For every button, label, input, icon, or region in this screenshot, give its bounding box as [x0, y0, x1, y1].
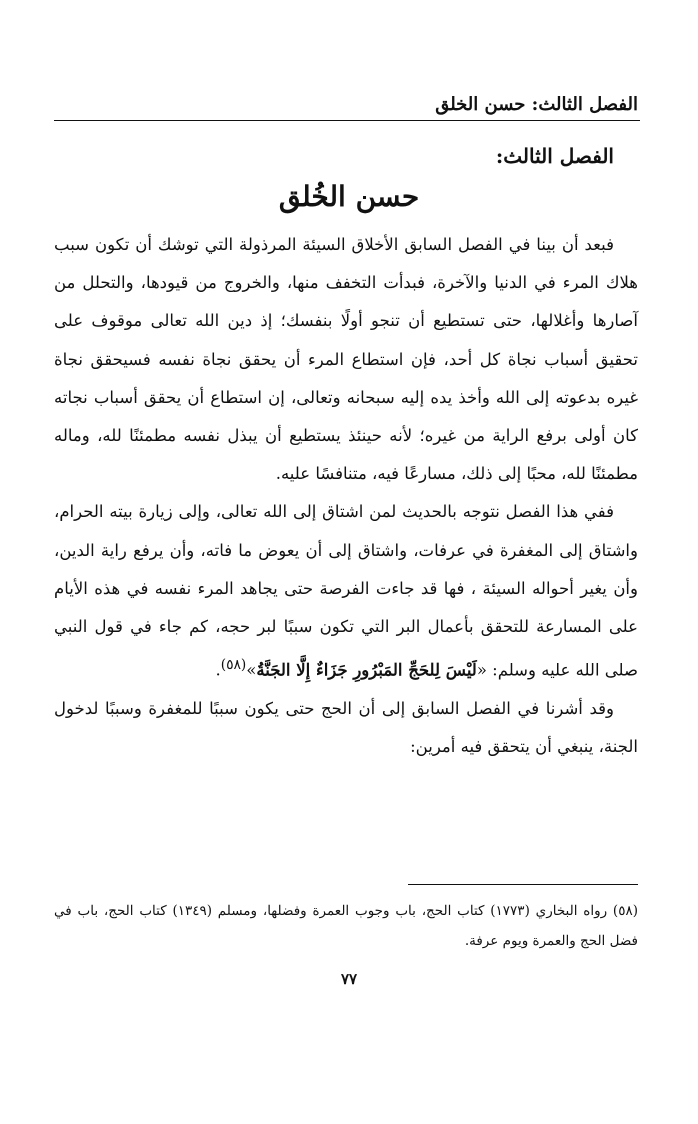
- body-text: [54, 226, 638, 766]
- paragraph-3: وقد أشرنا في الفصل السابق إلى أن الحج حتى يكون سببًا للمغفرة وسببًا لدخول الجنة، ينبغي أن يتحقق فيه أمرين:: [54, 698, 638, 757]
- chapter-title: حسن الخُلق: [278, 180, 420, 213]
- page-number: ٧٧: [340, 970, 358, 988]
- paragraph-2-end: .: [215, 660, 221, 680]
- footnote-ref: (٥٨): [220, 657, 247, 674]
- chapter-label: الفصل الثالث:: [495, 144, 614, 168]
- header-rule: [54, 120, 640, 121]
- hadith-quote: لَيْسَ لِلحَجِّ المَبْرُورِ جَزَاءٌ إِلَّا الجَنَّةُ: [256, 660, 477, 680]
- quote-close: »: [246, 660, 257, 680]
- paragraph-2-text: ففي هذا الفصل نتوجه بالحديث لمن اشتاق إلى الله تعالى، وإلى زيارة بيته الحرام، واشتاق إلى المغفرة في عرفات، واشتاق إلى أن يعوض ما فاته، وأن يرفع راية الدين، وأن يغير أحواله السيئة ، فها قد جاءت الفرصة حتى يجاهد المرء نفسه في هذه الأيام على المسارعة للتحقق بأعمال البر التي تكون سببًا لبر حجه، كم جاء في قول النبي صلى الله عليه وسلم: «: [54, 502, 638, 680]
- paragraph-1: فبعد أن بينا في الفصل السابق الأخلاق السيئة المرذولة التي توشك أن تكون سبب هلاك المرء في الدنيا والآخرة، فبدأت التخفف منها، والخروج من قيودها، والتحلل من آصارها وأغلالها، حتى تستطيع أن تنجو أولًا بنفسك؛ إذ دين الله تعالى موقوف على تحقيق أسباب نجاة كل أحد، فإن استطاع المرء أن يحقق نجاة نفسه فسيحقق نجاة غيره بدعوته إلى الله وأخذ يده إليه سبحانه وتعالى، إن استطاع أن يحقق أسباب نجاته كان أولى برفع الراية من غيره؛ لأنه حينئذ يستطيع أن يبذل نفسه مطمئنًا لله، وماله مطمئنًا لله، محبًا إلى ذلك، مسارعًا فيه، متنافسًا عليه.: [54, 235, 638, 484]
- footnote-rule: [408, 884, 638, 885]
- running-header: الفصل الثالث: حسن الخلق: [435, 94, 638, 115]
- paragraph-2: [54, 493, 638, 690]
- footnote: (٥٨) رواه البخاري (١٧٧٣) كتاب الحج، باب وجوب العمرة وفضلها، ومسلم (١٣٤٩) كتاب الحج، باب في فضل الحج والعمرة ويوم عرفة.: [54, 903, 638, 949]
